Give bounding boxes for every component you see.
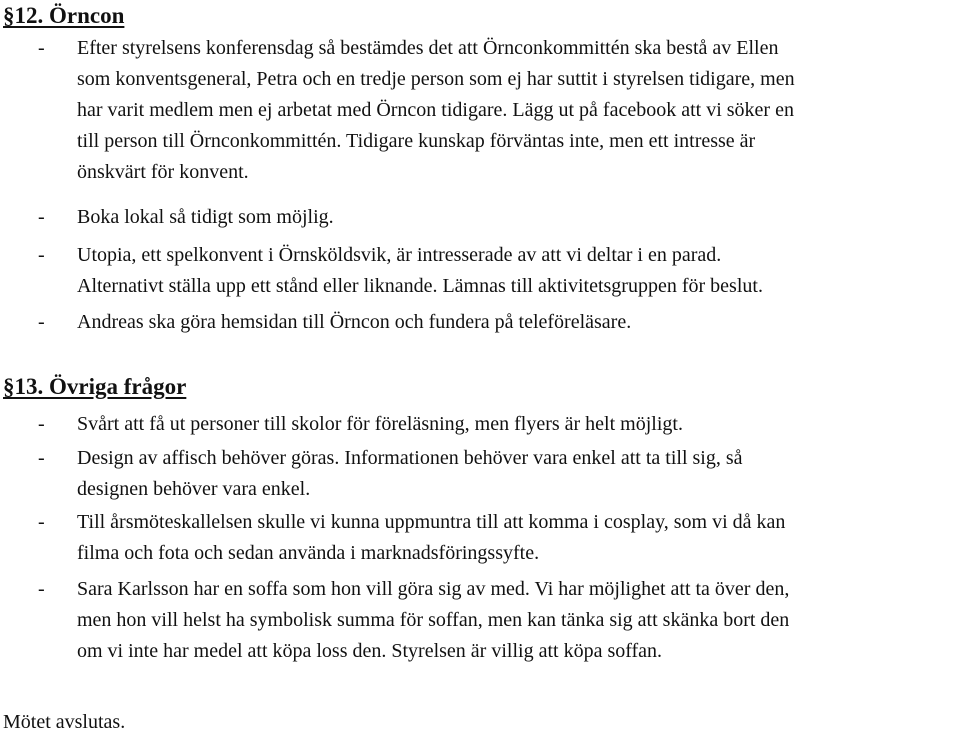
text-line: om vi inte har medel att köpa loss den. Styrelsen är villig att köpa soffan. [77, 640, 663, 662]
item-text [77, 202, 957, 233]
text-line: har varit medlem men ej arbetat med Örncon tidigare. Lägg ut på facebook att vi söker en [77, 99, 794, 121]
item-text [77, 507, 957, 569]
item-text [77, 240, 957, 302]
text-line: Utopia, ett spelkonvent i Örnsköldsvik, är intresserade av att vi deltar i en parad. [77, 244, 722, 266]
bullet-dash: - [38, 511, 45, 533]
bullet-dash: - [38, 578, 45, 600]
bullet-dash: - [38, 244, 45, 266]
item-text [77, 33, 957, 188]
text-line: filma och fota och sedan använda i marknadsföringssyfte. [77, 542, 540, 564]
bullet-dash: - [38, 311, 45, 333]
text-line: önskvärt för konvent. [77, 161, 249, 183]
bullet-dash: - [38, 413, 45, 435]
text-line: som konventsgeneral, Petra och en tredje person som ej har suttit i styrelsen tidigare, men [77, 68, 795, 90]
text-line: Design av affisch behöver göras. Informationen behöver vara enkel att ta till sig, så [77, 447, 743, 469]
text-line: Till årsmöteskallelsen skulle vi kunna uppmuntra till att komma i cosplay, som vi då kan [77, 511, 786, 533]
text-line: Svårt att få ut personer till skolor för föreläsning, men flyers är helt möjligt. [77, 413, 683, 435]
bullet-dash: - [38, 447, 45, 469]
item-text [77, 443, 957, 505]
section-12-heading: §12. Örncon [3, 3, 125, 28]
section-13-heading: §13. Övriga frågor [3, 374, 187, 399]
text-line: Boka lokal så tidigt som möjlig. [77, 206, 334, 228]
text-line: Alternativt ställa upp ett stånd eller liknande. Lämnas till aktivitetsgruppen för beslut. [77, 275, 763, 297]
text-line: men hon vill helst ha symbolisk summa för soffan, men kan tänka sig att skänka bort den [77, 609, 790, 631]
text-line: Andreas ska göra hemsidan till Örncon och fundera på teleföreläsare. [77, 311, 632, 333]
closing-statement: Mötet avslutas. [3, 711, 126, 733]
item-text [77, 574, 957, 667]
text-line: Efter styrelsens konferensdag så bestämdes det att Örnconkommittén ska bestå av Ellen [77, 37, 779, 59]
text-line: designen behöver vara enkel. [77, 478, 311, 500]
text-line: Sara Karlsson har en soffa som hon vill göra sig av med. Vi har möjlighet att ta över den, [77, 578, 790, 600]
item-text [77, 409, 957, 440]
bullet-dash: - [38, 37, 45, 59]
bullet-dash: - [38, 206, 45, 228]
item-text [77, 307, 957, 338]
text-line: till person till Örnconkommittén. Tidigare kunskap förväntas inte, men ett intresse är [77, 130, 756, 152]
